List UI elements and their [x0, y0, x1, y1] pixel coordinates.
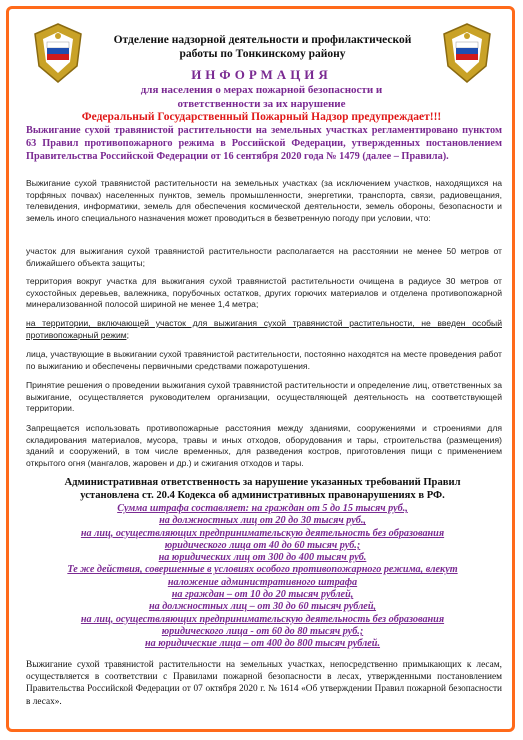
subtitle-line-2: ответственности за их нарушение	[177, 98, 346, 110]
paragraph-special-regime: на территории, включающей участок для выжигания сухой травянистой растительности, не введен особый противопожарный режим;	[26, 318, 502, 340]
forest-rules-paragraph: Выжигание сухой травянистой растительности на земельных участках, непосредственно примыкающих к лесам, осуществляется в соответствии с Правилами пожарной безопасности в лесах, утвержденными постановлением Правительства Российской Федерации от 07 октября 2020 г. № 1614 «Об утверждении Правил пожарной безопасности в лесах».	[26, 660, 502, 707]
paragraph-conditions: Выжигание сухой травянистой растительности на земельных участках (за исключением участков, находящихся на торфяных почвах) населенных пунктов, земель промышленности, энергетики, транспорта, связи, радиовещания, телевидения, информатики, земель для обеспечения космической деятельности, земель обороны, безопасности и земель иного специального назначения может проводиться в безветренную погоду при условии, что:	[26, 178, 502, 223]
fine-line: наложение административного штрафа	[167, 576, 358, 588]
fine-line: на должностных лиц от 20 до 30 тысяч руб.,	[159, 515, 366, 527]
subtitle-line-1: для населения о мерах пожарной безопасности и	[140, 84, 383, 96]
fine-line: Те же действия, совершенные в условиях особого противопожарного режима, влекут	[67, 564, 458, 576]
paragraph-distance: участок для выжигания сухой травянистой растительности располагается на расстоянии не менее 50 метров от ближайшего объекта защиты;	[26, 246, 502, 268]
paragraph-prohibition: Запрещается использовать противопожарные расстояния между зданиями, сооружениями и строениями для складирования материалов, мусора, травы и иных отходов, оборудования и тары, строительства (размещения) зданий и сооружений, в том числе временных, для разведения костров, приготовления пищи с применением открытого огня (мангалов, жаровен и др.) и сжигания отходов и тары.	[26, 423, 502, 468]
fine-line: юридического лица - от 60 до 80 тысяч руб.;	[161, 625, 364, 637]
fine-line: на должностных лиц – от 30 до 60 тысяч рублей,	[148, 601, 377, 613]
paragraph-participants: лица, участвующие в выжигании сухой травянистой растительности, постоянно находятся на месте проведения работ по выжиганию и обеспечены первичными средствами пожаротушения.	[26, 349, 502, 371]
fine-line: на юридические лица – от 400 до 800 тысяч рублей.	[144, 638, 381, 650]
fines-list	[30, 503, 495, 651]
page-title: ИНФОРМАЦИЯ	[191, 67, 332, 82]
fine-line: на юридических лиц от 300 до 400 тысяч руб.	[158, 552, 367, 564]
intro-paragraph: Выжигание сухой травянистой растительности на земельных участках регламентировано пунктом 63 Правил противопожарного режима в Российской Федерации, утвержденных постановлением Правительства Российской Федерации от 16 сентября 2020 года № 1479 (далее – Правила).	[26, 125, 502, 162]
warning-banner: Федеральный Государственный Пожарный Надзор предупреждает!!!	[81, 111, 442, 123]
org-line-1: Отделение надзорной деятельности и профилактической	[113, 34, 412, 46]
admin-title-line-1: Административная ответственность за нарушение указанных требований Правил	[64, 477, 461, 488]
fine-line: на лиц, осуществляющих предпринимательскую деятельность без образования	[80, 527, 445, 539]
fine-line: Сумма штрафа составляет: на граждан от 5 до 15 тысяч руб.,	[117, 503, 408, 514]
org-line-2: работы по Тонкинскому району	[179, 48, 346, 60]
admin-liability-title	[30, 476, 495, 502]
fine-line: юридического лица от 40 до 60 тысяч руб.;	[164, 539, 361, 551]
admin-title-line-2: установлена ст. 20.4 Кодекса об административных правонарушениях в РФ.	[80, 490, 445, 501]
page-subtitle	[100, 83, 423, 111]
org-header	[90, 33, 435, 61]
fine-line: на лиц, осуществляющих предпринимательскую деятельность без образования	[80, 613, 445, 625]
paragraph-clearing: территория вокруг участка для выжигания сухой травянистой растительности очищена в радиусе 30 метров от сухостойных деревьев, валежника, порубочных остатков, других горючих материалов и отделена противопожарной минерализованной полосой шириной не менее 1,4 метра;	[26, 276, 502, 310]
paragraph-responsibility: Принятие решения о проведении выжигания сухой травянистой растительности и определение лиц, ответственных за выжигание, осуществляется руководителем организации, осуществляющей деятельность на соответствующей территории.	[26, 380, 502, 414]
fine-line: на граждан – от 10 до 20 тысяч рублей,	[171, 589, 354, 601]
